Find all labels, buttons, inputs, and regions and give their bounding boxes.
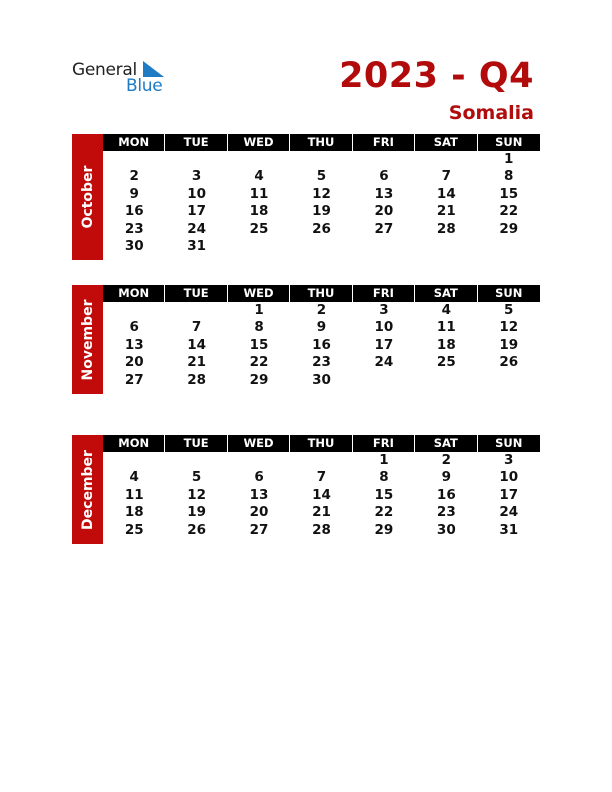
weekday-header-cell: THU — [290, 435, 352, 452]
week-row — [103, 469, 540, 486]
day-cell: 1 — [379, 452, 389, 468]
day-cell: 7 — [441, 168, 452, 185]
day-cell: 24 — [499, 504, 519, 521]
day-cell: 4 — [254, 168, 264, 185]
week-row — [103, 221, 540, 238]
day-cell: 31 — [499, 521, 519, 538]
weekday-header-cell: SUN — [478, 435, 540, 452]
weekday-header-cell: SAT — [415, 134, 477, 151]
day-cell: 15 — [374, 486, 394, 503]
day-cell: 16 — [436, 486, 456, 503]
day-cell: 2 — [129, 168, 139, 185]
day-cell — [103, 452, 165, 469]
weekday-header-cell: TUE — [165, 435, 227, 452]
month-label — [72, 134, 103, 260]
country-name: Somalia — [448, 102, 534, 124]
day-cell: 31 — [187, 237, 207, 254]
day-cell: 18 — [124, 504, 144, 521]
week-row — [103, 203, 540, 220]
day-cell: 14 — [436, 185, 456, 202]
weekday-header-cell: FRI — [353, 285, 415, 302]
weekday-header-row — [103, 435, 540, 452]
day-cell: 30 — [312, 371, 331, 388]
day-cell: 20 — [249, 504, 269, 521]
day-cell: 6 — [379, 168, 389, 185]
weekday-header-cell: THU — [290, 134, 352, 151]
weekday-header-cell: WED — [228, 134, 290, 151]
day-cell: 10 — [187, 185, 207, 202]
day-cell: 16 — [124, 203, 144, 220]
week-row — [103, 238, 540, 255]
day-cell: 22 — [374, 504, 394, 521]
day-cell: 30 — [436, 521, 456, 538]
day-cell: 13 — [124, 336, 144, 353]
day-cell: 14 — [312, 486, 331, 503]
day-cell — [478, 372, 540, 389]
day-cell: 1 — [504, 151, 514, 167]
day-cell: 26 — [312, 220, 331, 237]
brand-triangle-icon — [143, 61, 164, 77]
weekday-header-cell: SUN — [478, 285, 540, 302]
day-cell: 11 — [436, 319, 456, 336]
weekday-header-cell: WED — [228, 435, 290, 452]
day-cell: 12 — [187, 486, 207, 503]
day-cell: 29 — [499, 220, 519, 237]
day-cell: 25 — [436, 354, 456, 371]
week-row — [103, 186, 540, 203]
day-cell: 9 — [316, 319, 327, 336]
weekday-header-cell: SAT — [415, 435, 477, 452]
brand-name-blue: Blue — [126, 76, 163, 96]
month-grid — [103, 435, 540, 539]
day-cell: 28 — [436, 220, 456, 237]
month-block-october — [72, 134, 540, 258]
day-cell: 8 — [379, 469, 389, 486]
day-cell: 27 — [124, 371, 144, 388]
day-cell: 12 — [499, 319, 519, 336]
day-cell: 1 — [254, 302, 264, 318]
weekday-header-cell: TUE — [165, 285, 227, 302]
day-cell — [228, 452, 290, 469]
week-row — [103, 319, 540, 336]
day-cell: 6 — [254, 469, 264, 486]
day-cell: 30 — [124, 237, 144, 254]
day-cell: 3 — [504, 452, 514, 468]
week-row — [103, 168, 540, 185]
weekday-header-cell: MON — [103, 134, 165, 151]
month-label — [72, 435, 103, 544]
day-cell: 7 — [316, 469, 327, 486]
page-title: 2023 - Q4 — [339, 56, 534, 96]
day-cell: 14 — [187, 336, 207, 353]
weekday-header-cell: MON — [103, 285, 165, 302]
day-cell: 15 — [499, 185, 519, 202]
day-cell — [415, 238, 477, 255]
week-row — [103, 487, 540, 504]
day-cell: 20 — [374, 203, 394, 220]
day-cell — [353, 151, 415, 168]
brand-name-general: General — [72, 60, 137, 80]
week-row — [103, 452, 540, 469]
day-cell — [103, 151, 165, 168]
day-cell: 5 — [504, 302, 514, 318]
day-cell — [165, 452, 227, 469]
day-cell: 20 — [124, 354, 144, 371]
weekday-header-cell: WED — [228, 285, 290, 302]
day-cell: 29 — [249, 371, 269, 388]
day-cell: 27 — [374, 220, 394, 237]
week-row — [103, 522, 540, 539]
weekday-header-cell: FRI — [353, 435, 415, 452]
weekday-header-cell: TUE — [165, 134, 227, 151]
day-cell: 9 — [129, 185, 139, 202]
day-cell: 18 — [436, 336, 456, 353]
day-cell: 23 — [436, 504, 456, 521]
day-cell: 3 — [191, 168, 202, 185]
day-cell: 16 — [312, 336, 331, 353]
week-row — [103, 302, 540, 319]
day-cell: 28 — [187, 371, 207, 388]
month-grid — [103, 134, 540, 255]
month-name: November — [79, 299, 96, 380]
day-cell: 17 — [374, 336, 394, 353]
day-cell: 19 — [499, 336, 519, 353]
week-row — [103, 337, 540, 354]
day-cell: 24 — [374, 354, 394, 371]
month-name: December — [79, 449, 96, 530]
month-label — [72, 285, 103, 394]
day-cell: 13 — [249, 486, 269, 503]
day-cell: 9 — [441, 469, 452, 486]
day-cell: 21 — [187, 354, 207, 371]
month-block-november — [72, 285, 540, 392]
week-row — [103, 372, 540, 389]
weekday-header-cell: SUN — [478, 134, 540, 151]
day-cell: 28 — [312, 521, 331, 538]
weekday-header-cell: SAT — [415, 285, 477, 302]
day-cell: 23 — [124, 220, 144, 237]
day-cell: 3 — [379, 302, 389, 318]
day-cell — [478, 238, 540, 255]
day-cell: 25 — [249, 220, 269, 237]
day-cell: 19 — [187, 504, 207, 521]
day-cell: 18 — [249, 203, 269, 220]
day-cell: 21 — [436, 203, 456, 220]
day-cell — [103, 302, 165, 319]
day-cell: 10 — [499, 469, 519, 486]
day-cell: 2 — [441, 452, 452, 468]
day-cell: 6 — [129, 319, 139, 336]
day-cell: 5 — [191, 469, 202, 486]
day-cell — [165, 302, 227, 319]
day-cell: 11 — [249, 185, 269, 202]
day-cell — [353, 372, 415, 389]
day-cell: 8 — [504, 168, 514, 185]
day-cell: 4 — [441, 302, 452, 318]
day-cell: 10 — [374, 319, 394, 336]
day-cell: 13 — [374, 185, 394, 202]
day-cell: 4 — [129, 469, 139, 486]
day-cell: 2 — [316, 302, 327, 318]
day-cell: 17 — [499, 486, 519, 503]
weekday-header-cell: FRI — [353, 134, 415, 151]
day-cell: 25 — [124, 521, 144, 538]
month-block-december — [72, 435, 540, 542]
day-cell — [290, 238, 352, 255]
day-cell: 17 — [187, 203, 207, 220]
day-cell — [290, 151, 352, 168]
day-cell — [415, 151, 477, 168]
weekday-header-row — [103, 134, 540, 151]
day-cell — [165, 151, 227, 168]
day-cell: 15 — [249, 336, 269, 353]
week-row — [103, 504, 540, 521]
day-cell: 21 — [312, 504, 331, 521]
day-cell: 11 — [124, 486, 144, 503]
month-grid — [103, 285, 540, 389]
weekday-header-cell: MON — [103, 435, 165, 452]
day-cell: 5 — [316, 168, 327, 185]
day-cell — [228, 151, 290, 168]
week-row — [103, 151, 540, 168]
weekday-header-cell: THU — [290, 285, 352, 302]
day-cell: 27 — [249, 521, 269, 538]
day-cell — [290, 452, 352, 469]
weekday-header-row — [103, 285, 540, 302]
week-row — [103, 354, 540, 371]
day-cell: 26 — [187, 521, 207, 538]
day-cell — [228, 238, 290, 255]
day-cell: 23 — [312, 354, 331, 371]
day-cell: 22 — [499, 203, 519, 220]
day-cell: 24 — [187, 220, 207, 237]
day-cell: 7 — [191, 319, 202, 336]
month-name: October — [79, 165, 96, 229]
day-cell — [415, 372, 477, 389]
day-cell — [353, 238, 415, 255]
brand-logo — [72, 60, 172, 96]
day-cell: 29 — [374, 521, 394, 538]
day-cell: 12 — [312, 185, 331, 202]
day-cell: 22 — [249, 354, 269, 371]
day-cell: 26 — [499, 354, 519, 371]
day-cell: 8 — [254, 319, 264, 336]
day-cell: 19 — [312, 203, 331, 220]
